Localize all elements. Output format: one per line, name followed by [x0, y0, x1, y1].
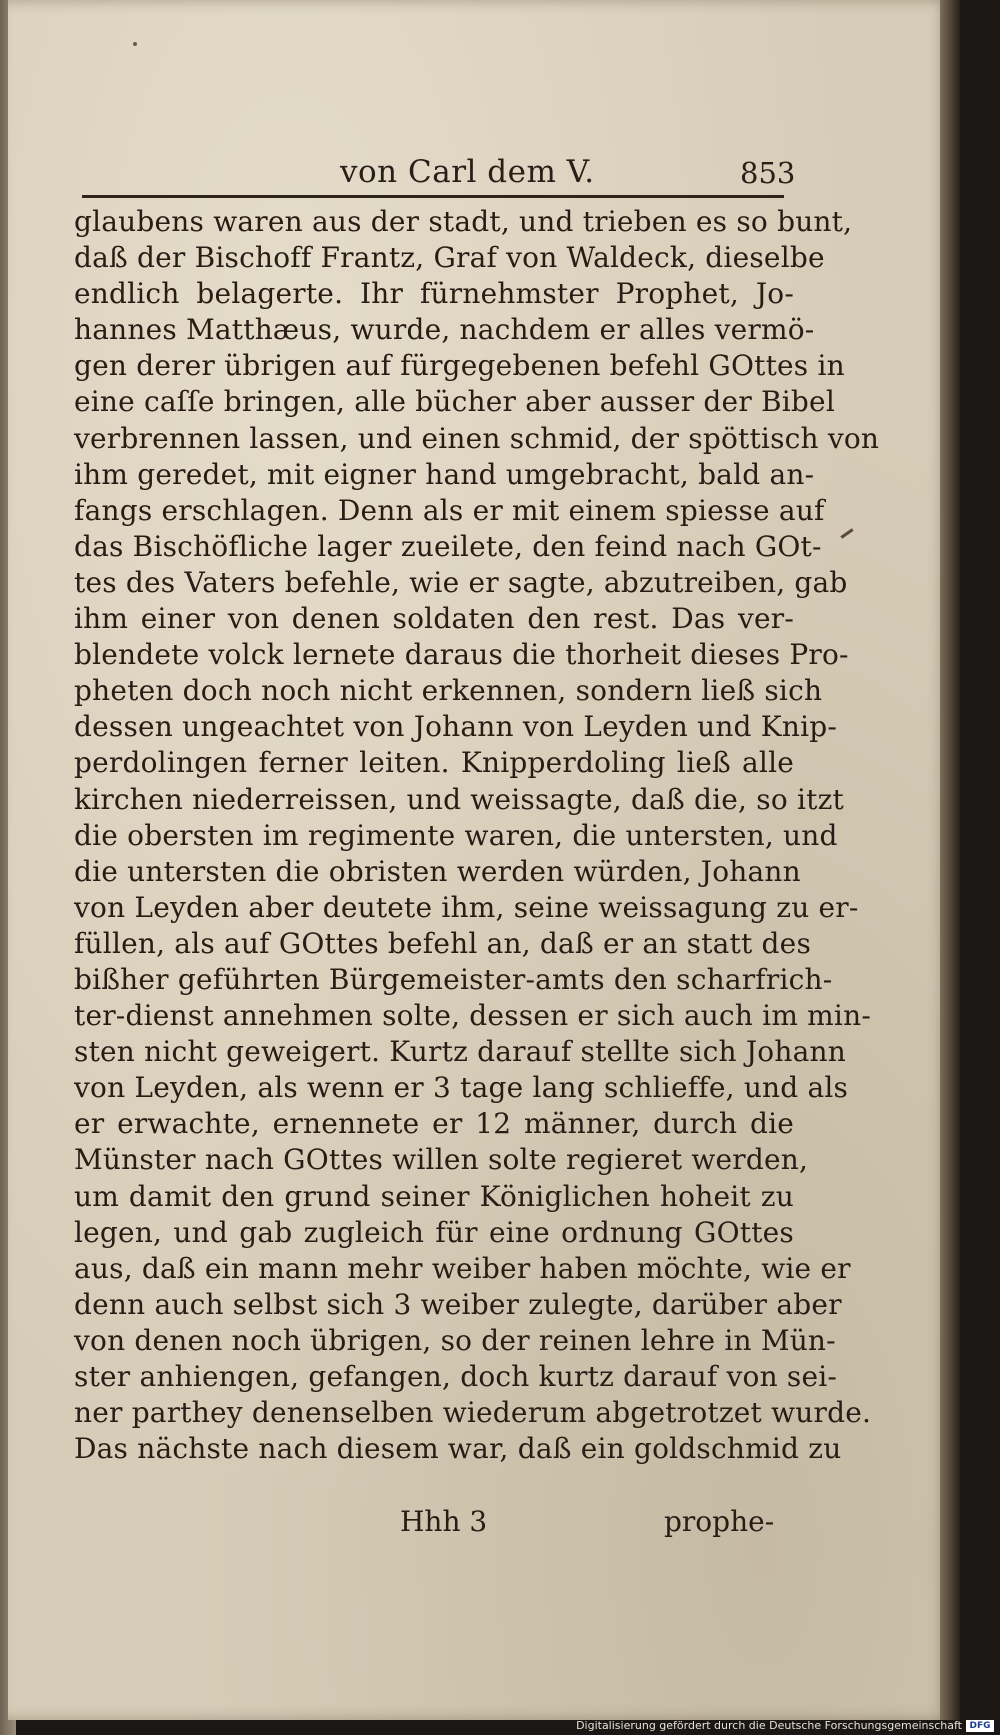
text-line: um damit den grund seiner Königlichen hoheit zu: [74, 1179, 794, 1213]
text-line: das Bischöfliche lager zueilete, den feind nach GOt-: [74, 529, 822, 563]
text-line: fangs erschlagen. Denn als er mit einem spiesse auf: [74, 493, 825, 527]
text-line: die untersten die obristen werden würden, Johann: [74, 854, 801, 888]
text-line: daß der Bischoff Frantz, Graf von Waldeck, dieselbe: [74, 241, 825, 275]
text-line: endlich belagerte. Ihr fürnehmster Prophet, Jo-: [74, 277, 794, 311]
credit-bar: [560, 1718, 1000, 1735]
text-line: glaubens waren aus der stadt, und trieben es so bunt,: [74, 205, 853, 238]
text-line: ter-dienst annehmen solte, dessen er sich auch im min-: [74, 999, 871, 1033]
text-line: Das nächste nach diesem war, daß ein goldschmid zu: [74, 1432, 842, 1466]
text-line: pheten doch noch nicht erkennen, sondern ließ sich: [74, 674, 823, 708]
text-line: tes des Vaters befehle, wie er sagte, abzutreiben, gab: [74, 565, 848, 599]
text-line: hannes Matthæus, wurde, nachdem er alles vermö-: [74, 313, 815, 347]
text-line: blendete volck lernete daraus die thorheit dieses Pro-: [74, 638, 849, 672]
page-number: 853: [740, 156, 796, 190]
text-line: bißher geführten Bürgemeister-amts den scharfrich-: [74, 962, 833, 996]
text-line: er erwachte, ernennete er 12 männer, durch die: [74, 1107, 794, 1141]
text-line: denn auch selbst sich 3 weiber zulegte, darüber aber: [74, 1287, 842, 1321]
body-text: [74, 204, 880, 1467]
page-header: [330, 150, 796, 196]
text-line: ihm geredet, mit eigner hand umgebracht, bald an-: [74, 457, 815, 491]
text-line: die obersten im regimente waren, die untersten, und: [74, 818, 838, 852]
text-line: legen, und gab zugleich für eine ordnung GOttes: [74, 1215, 794, 1249]
text-line: kirchen niederreissen, und weissagte, daß die, so itzt: [74, 782, 844, 816]
text-line: eine caſſe bringen, alle bücher aber ausser der Bibel: [74, 385, 835, 419]
text-line: von Leyden, als wenn er 3 tage lang schlieffe, und als: [74, 1071, 849, 1105]
text-line: perdolingen ferner leiten. Knipperdoling ließ alle: [74, 746, 794, 780]
signature-mark: Hhh 3: [400, 1505, 488, 1538]
text-line: von Leyden aber deutete ihm, seine weissagung zu er-: [74, 890, 859, 924]
paper-speck: [133, 42, 137, 46]
header-rule: [82, 195, 784, 198]
catchword: prophe-: [664, 1505, 775, 1538]
text-line: von denen noch übrigen, so der reinen lehre in Mün-: [74, 1323, 836, 1357]
text-line: ster anhiengen, gefangen, doch kurtz darauf von sei-: [74, 1360, 838, 1393]
text-line: füllen, als auf GOttes befehl an, daß er an statt des: [74, 926, 812, 960]
page-footer: [74, 1505, 794, 1545]
credit-text: Digitalisierung gefördert durch die Deutsche Forschungsgemeinschaft: [576, 1719, 962, 1732]
text-line: verbrennen lassen, und einen schmid, der spöttisch von: [74, 421, 880, 455]
gutter-shadow: [940, 0, 960, 1720]
text-line: sten nicht geweigert. Kurtz darauf stellte sich Johann: [74, 1035, 846, 1069]
text-line: ihm einer von denen soldaten den rest. Das ver-: [74, 602, 794, 636]
text-line: dessen ungeachtet von Johann von Leyden und Knip-: [74, 710, 838, 744]
text-line: aus, daß ein mann mehr weiber haben möchte, wie er: [74, 1251, 851, 1285]
running-head: von Carl dem V.: [340, 154, 595, 190]
text-line: Münster nach GOttes willen solte regieret werden,: [74, 1143, 809, 1177]
dfg-logo: DFG: [966, 1720, 994, 1732]
text-line: gen derer übrigen auf fürgegebenen befehl GOttes in: [74, 349, 845, 383]
text-line: ner parthey denenselben wiederum abgetrotzet wurde.: [74, 1396, 872, 1430]
